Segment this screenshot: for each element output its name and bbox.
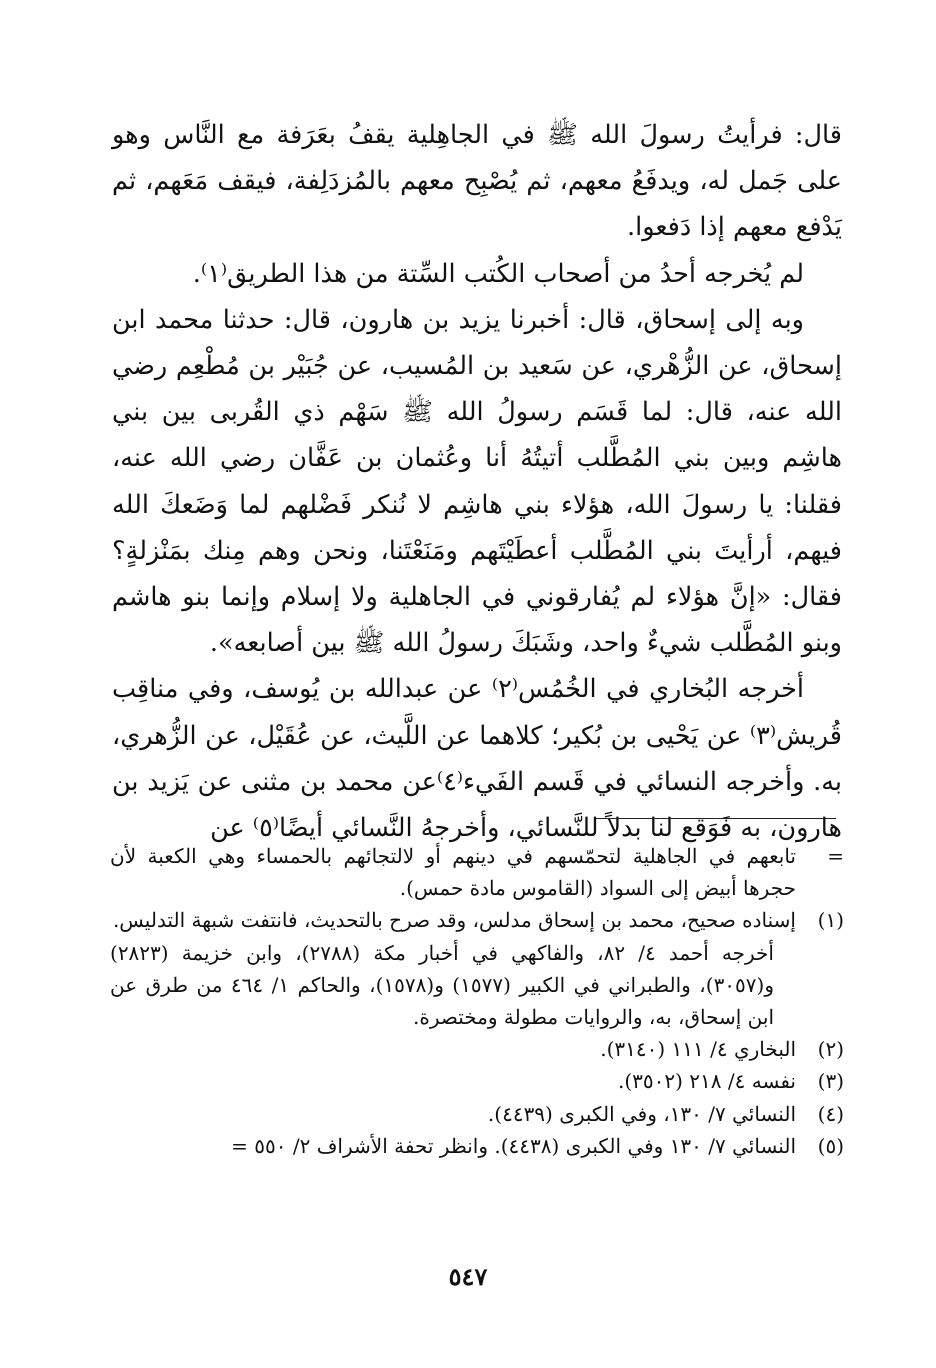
paragraph-1: قال: فرأيتُ رسولَ الله ﷺ في الجاهِلية يقفُ بعَرَفة مع النَّاس وهو على جَمل له، ويدفَعُ معهم، ثم يُصْبِح معهم بالمُزدَلِفة، فيقف مَعَهم، ثم يَدْفع معهم إذا دَفعوا. [112, 120, 842, 243]
paragraph-4: أخرجه البُخاري في الخُمُس⁽٢⁾ عن عبدالله بن يُوسف، وفي مناقِب قُريش⁽٣⁾ عن يَحْيى بن بُكير؛ كلاهما عن اللَّيث، عن عُقَيْل، عن الزُّهري، به. وأخرجه النسائي في قَسم الفَيء⁽٤⁾عن محمد بن مثنى عن يَزيد بن هارون، به فَوَقع لنا بدلاً للنَّسائي، وأخرجهُ النَّسائي أيضًا⁽٥⁾ عن [112, 674, 842, 844]
footnote-2 [110, 1033, 844, 1065]
footnote-number: (١) [817, 908, 844, 933]
main-text [112, 112, 842, 851]
footnote-separator [596, 818, 836, 819]
footnote-text: نفسه ٤/ ٢١٨ (٣٥٠٢). [617, 1069, 796, 1094]
footnote-text: النسائي ٧/ ١٣٠، وفي الكبرى (٤٤٣٩). [487, 1101, 796, 1126]
paragraph-2: لم يُخرجه أحدُ من أصحاب الكُتب السِّتة من هذا الطريق⁽١⁾. [192, 258, 804, 289]
page-number: ٥٤٧ [448, 1262, 488, 1291]
footnote-continuation [110, 840, 844, 904]
footnote-5 [110, 1130, 844, 1162]
footnote-text: البخاري ٤/ ١١١ (٣١٤٠). [600, 1037, 796, 1062]
footnote-number: (٣) [817, 1069, 844, 1094]
footnote-4 [110, 1098, 844, 1130]
footnote-text: إسناده صحيح، محمد بن إسحاق مدلس، وقد صرح بالتحديث، فانتفت شبهة التدليس. [112, 908, 796, 933]
footnote-number: (٤) [817, 1101, 844, 1126]
footnote-3 [110, 1065, 844, 1097]
footnote-1 [110, 904, 844, 936]
footnote-1-extra: أخرجه أحمد ٤/ ٨٢، والفاكهي في أخبار مكة (٢٧٨٨)، وابن خزيمة (٢٨٢٣) و(٣٠٥٧)، والطبراني في الكبير (١٥٧٧) و(١٥٧٨)، والحاكم ١/ ٤٦٤ من طرق عن ابن إسحاق، به، والروايات مطولة ومختصرة. [110, 940, 774, 1030]
continuation-marker: = [827, 844, 844, 868]
continuation-text: تابعهم في الجاهلية لتحمّسهم في دينهم أو لالتجائهم بالحمساء وهي الكعبة لأن حجرها أبيض إلى السواد (القاموس مادة حمس). [110, 844, 796, 901]
footnote-text: النسائي ٧/ ١٣٠ وفي الكبرى (٤٤٣٨). وانظر تحفة الأشراف ٢/ ٥٥٠ = [231, 1133, 796, 1158]
paragraph-3: وبه إلى إسحاق، قال: أخبرنا يزيد بن هارون، قال: حدثنا محمد ابن إسحاق، عن الزُّهْري، عن سَعيد بن المُسيب، عن جُبَيْر بن مُطْعِم رضي الله عنه، قال: لما قَسَم رسولُ الله ﷺ سَهْم ذي القُربى بين بني هاشِم وبين بني المُطَّلب أتيتُهُ أنا وعُثمان بن عَفَّان رضي الله عنه، فقلنا: يا رسولَ الله، هؤلاء بني هاشِم لا نُنكر فَضْلهم لما وَضَعكَ الله فيهم، أرأيتَ بني المُطَّلب أعطَيْتَهم ومَنَعْتَنا، ونحن وهم مِنك بمَنْزلةٍ؟ فقال: «إنَّ هؤلاء لم يُفارقوني في الجاهلية ولا إسلام وإنما بنو هاشم وبنو المُطَّلب شيءٌ واحد، وشَبَكَ رسولُ الله ﷺ بين أصابعه». [112, 304, 842, 659]
footnote-number: (٥) [817, 1133, 844, 1158]
footnote-number: (٢) [817, 1037, 844, 1062]
footnotes [110, 840, 844, 1162]
